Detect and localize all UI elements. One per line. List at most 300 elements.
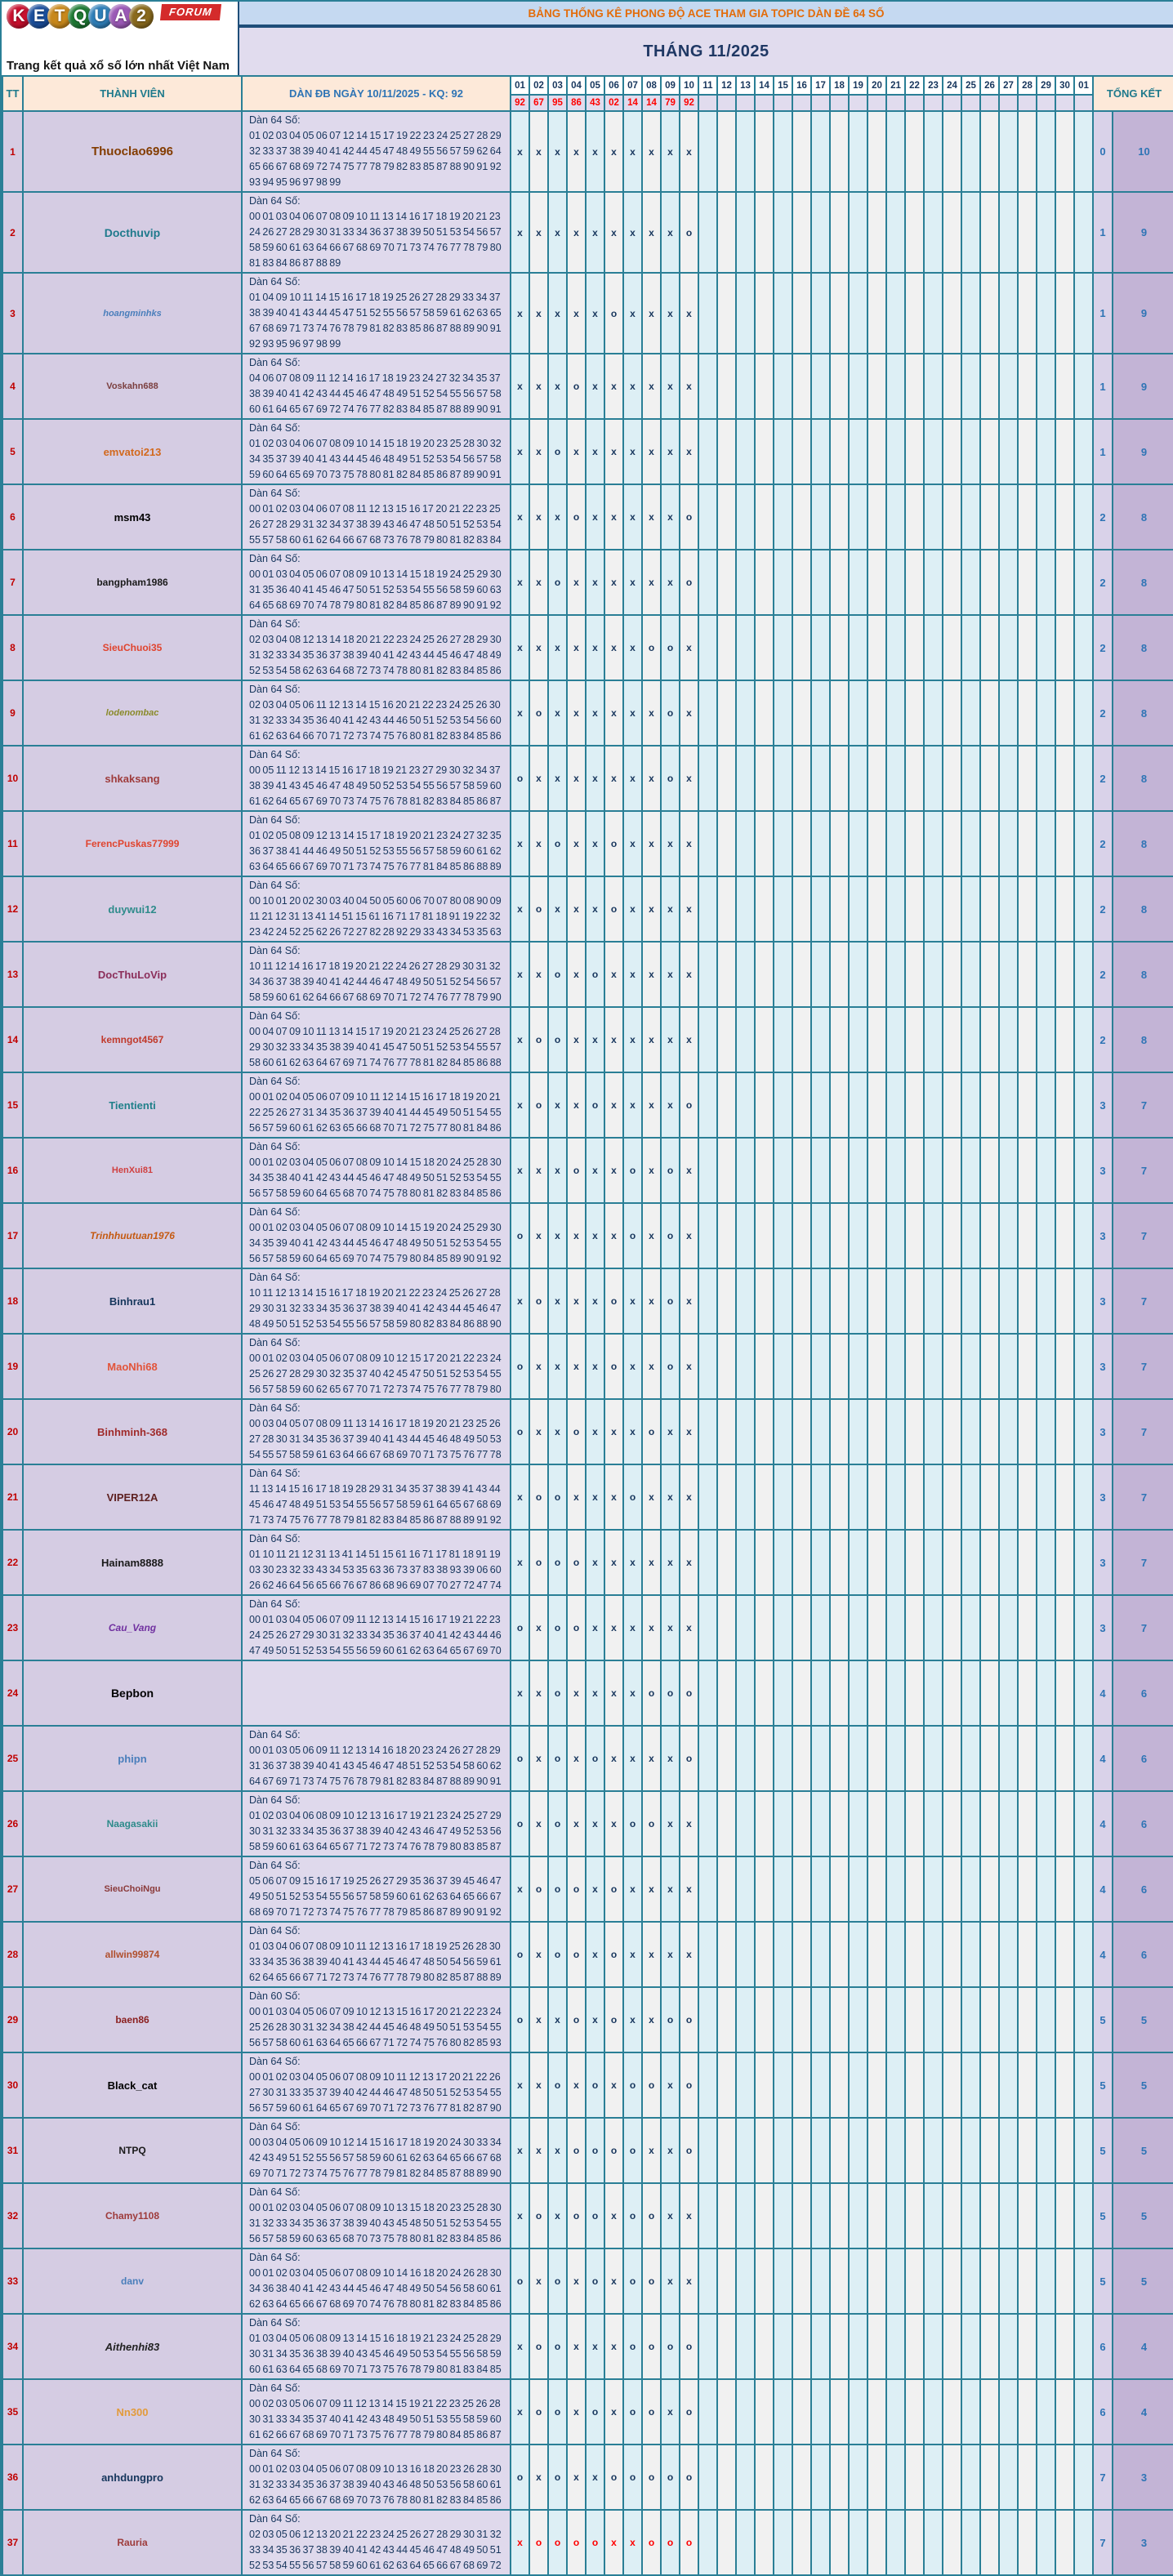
mark-day-03: o [548, 1595, 567, 1660]
rank-number: 11 [2, 811, 23, 876]
mark-day-06: x [604, 1203, 623, 1268]
mark-empty [905, 2052, 924, 2118]
mark-empty [792, 1464, 811, 1530]
mark-day-02: x [529, 111, 548, 192]
mark-empty [924, 2183, 943, 2248]
dan-line-2: 11 21 12 31 13 41 14 51 15 61 16 71 17 81 18 91 19 22 32 [249, 911, 501, 922]
mark-day-04: x [567, 192, 586, 273]
mark-empty [717, 1399, 736, 1464]
mark-empty [886, 273, 905, 354]
mark-empty [698, 1138, 717, 1203]
mark-day-08: x [642, 1726, 661, 1791]
member-name-link[interactable]: Bepbon [23, 1660, 242, 1726]
mark-empty [755, 811, 774, 876]
mark-empty [717, 1072, 736, 1138]
mark-day-02: x [529, 192, 548, 273]
rank-number: 31 [2, 2118, 23, 2183]
total-hit-count: 9 [1113, 273, 1173, 354]
member-name-link[interactable]: baen86 [23, 1987, 242, 2052]
col-header-dan: DÀN ĐB NGÀY 10/11/2025 - KQ: 92 [242, 76, 511, 111]
mark-day-05: x [586, 1791, 604, 1856]
mark-day-10: x [680, 1007, 698, 1072]
result-empty [736, 95, 755, 111]
mark-empty [755, 1072, 774, 1138]
mark-empty [1037, 942, 1055, 1007]
mark-empty [886, 1203, 905, 1268]
mark-empty [999, 942, 1018, 1007]
mark-empty [999, 2248, 1018, 2314]
total-miss-count: 1 [1093, 419, 1113, 484]
member-name-link[interactable]: phipn [23, 1726, 242, 1791]
dan-label: Dàn 64 Số: [249, 1729, 301, 1740]
mark-empty [1037, 2248, 1055, 2314]
mark-day-04: o [567, 1987, 586, 2052]
mark-empty [924, 1203, 943, 1268]
mark-empty [755, 1268, 774, 1334]
mark-empty [830, 811, 849, 876]
mark-empty [961, 1203, 980, 1268]
dan-numbers-cell [242, 1660, 511, 1726]
mark-empty [905, 1595, 924, 1660]
mark-day-01: x [511, 273, 529, 354]
member-name-link[interactable]: FerencPuskas77999 [23, 811, 242, 876]
member-name-link[interactable]: duywui12 [23, 876, 242, 942]
mark-day-06: o [604, 1922, 623, 1987]
mark-empty [774, 2314, 792, 2379]
member-name-link[interactable]: Tientienti [23, 1072, 242, 1138]
mark-empty [755, 1138, 774, 1203]
member-name-link[interactable]: Aithenhi83 [23, 2314, 242, 2379]
mark-empty [999, 1464, 1018, 1530]
dan-line-3: 56 57 59 60 61 62 63 65 66 68 70 71 72 75 77 80 81 84 86 [249, 1122, 502, 1134]
mark-day-06: x [604, 746, 623, 811]
member-name-link[interactable]: emvatoi213 [23, 419, 242, 484]
member-name-link[interactable]: NTPQ [23, 2118, 242, 2183]
member-name-link[interactable]: msm43 [23, 484, 242, 550]
dan-line-2: 30 31 34 35 36 38 39 40 43 45 46 49 50 53 54 55 56 58 59 [249, 2348, 502, 2360]
day-column-01: 01 [511, 76, 529, 95]
mark-empty [905, 111, 924, 192]
member-row-32 [2, 2183, 1173, 2248]
mark-day-01: x [511, 1072, 529, 1138]
mark-empty [980, 192, 999, 273]
mark-empty [774, 1987, 792, 2052]
mark-empty [867, 1530, 886, 1595]
mark-empty [698, 2379, 717, 2445]
dan-label: Dàn 64 Số: [249, 1076, 301, 1087]
member-name-link[interactable]: allwin99874 [23, 1922, 242, 1987]
dan-label: Dàn 64 Số: [249, 357, 301, 368]
mark-empty [980, 2314, 999, 2379]
dan-label: Dàn 64 Số: [249, 2513, 301, 2525]
mark-empty [943, 1987, 961, 2052]
mark-empty [792, 1334, 811, 1399]
mark-empty [1037, 111, 1055, 192]
dan-line-3: 68 69 70 71 72 73 74 75 76 77 78 79 85 86 87 89 90 91 92 [249, 1906, 502, 1918]
mark-day-02: x [529, 2052, 548, 2118]
total-hit-count: 9 [1113, 419, 1173, 484]
mark-empty [811, 2379, 830, 2445]
dan-line-2: 27 30 31 33 35 37 39 40 42 44 46 47 48 50 51 52 53 54 55 [249, 2087, 502, 2098]
mark-day-02: x [529, 1660, 548, 1726]
mark-day-03: x [548, 1203, 567, 1268]
mark-empty [698, 192, 717, 273]
dan-line-1: 02 03 05 06 12 13 20 21 22 23 24 25 26 27 28 29 30 31 32 [249, 2529, 502, 2540]
dan-line-3: 56 57 58 60 61 63 64 65 66 67 71 72 74 75 76 80 82 85 93 [249, 2037, 502, 2048]
mark-day-09: x [661, 1595, 680, 1660]
mark-day-10: x [680, 273, 698, 354]
mark-day-04: o [567, 1922, 586, 1987]
mark-empty [811, 192, 830, 273]
result-day-05: 43 [586, 95, 604, 111]
member-row-35 [2, 2379, 1173, 2445]
mark-empty [1055, 746, 1074, 811]
mark-day-04: o [567, 2118, 586, 2183]
mark-empty [849, 2379, 867, 2445]
mark-empty [698, 1856, 717, 1922]
mark-empty [755, 2510, 774, 2575]
mark-empty [999, 111, 1018, 192]
mark-empty [849, 615, 867, 680]
mark-empty [774, 419, 792, 484]
total-hit-count: 6 [1113, 1791, 1173, 1856]
member-name-link[interactable]: Binhrau1 [23, 1268, 242, 1334]
rank-number: 37 [2, 2510, 23, 2575]
dan-line-1: 01 02 03 04 06 07 08 09 10 14 15 18 19 20 23 25 28 30 32 [249, 438, 502, 449]
mark-day-02: x [529, 1399, 548, 1464]
mark-empty [867, 192, 886, 273]
mark-empty [811, 1726, 830, 1791]
mark-empty [792, 615, 811, 680]
member-row-34 [2, 2314, 1173, 2379]
dan-label: Dàn 64 Số: [249, 1598, 301, 1610]
mark-day-04: o [567, 1856, 586, 1922]
mark-day-02: o [529, 2314, 548, 2379]
mark-day-10: x [680, 2248, 698, 2314]
mark-empty [792, 1268, 811, 1334]
mark-empty [736, 2248, 755, 2314]
mark-empty [698, 1987, 717, 2052]
total-miss-count: 0 [1093, 111, 1113, 192]
member-name-link[interactable]: kemngot4567 [23, 1007, 242, 1072]
mark-empty [905, 2379, 924, 2445]
total-miss-count: 5 [1093, 2248, 1113, 2314]
mark-empty [717, 2510, 736, 2575]
mark-day-06: x [604, 484, 623, 550]
mark-empty [886, 1007, 905, 1072]
member-row-2 [2, 192, 1173, 273]
mark-empty [1055, 1595, 1074, 1660]
member-name-link[interactable]: Naagasakii [23, 1791, 242, 1856]
mark-empty [717, 484, 736, 550]
mark-day-08: o [642, 2379, 661, 2445]
member-name-link[interactable]: shkaksang [23, 746, 242, 811]
day-column-23: 23 [924, 76, 943, 95]
mark-day-01: o [511, 1987, 529, 2052]
member-name-link[interactable]: SieuChoiNgu [23, 1856, 242, 1922]
result-day-09: 79 [661, 95, 680, 111]
mark-empty [830, 1334, 849, 1399]
total-miss-count: 2 [1093, 1007, 1113, 1072]
mark-day-10: x [680, 1268, 698, 1334]
mark-empty [961, 2248, 980, 2314]
mark-empty [1037, 811, 1055, 876]
mark-empty [811, 1791, 830, 1856]
mark-day-10: x [680, 615, 698, 680]
mark-empty [905, 2248, 924, 2314]
mark-empty [698, 354, 717, 419]
mark-empty [774, 942, 792, 1007]
rank-number: 8 [2, 615, 23, 680]
member-name-link[interactable]: Docthuvip [23, 192, 242, 273]
total-hit-count: 8 [1113, 680, 1173, 746]
mark-day-09: x [661, 484, 680, 550]
mark-empty [717, 876, 736, 942]
mark-empty [792, 2510, 811, 2575]
mark-day-01: x [511, 1856, 529, 1922]
member-name-link[interactable]: danv [23, 2248, 242, 2314]
result-empty [1055, 95, 1074, 111]
mark-empty [1074, 615, 1093, 680]
member-name-link[interactable]: lodenombac [23, 680, 242, 746]
mark-day-08: x [642, 680, 661, 746]
day-column-06: 06 [604, 76, 623, 95]
member-name-link[interactable]: hoangminhks [23, 273, 242, 354]
dan-line-1: 00 01 03 04 05 06 07 09 11 12 13 14 15 16 17 19 21 22 23 [249, 1614, 501, 1625]
mark-empty [905, 550, 924, 615]
mark-empty [717, 1987, 736, 2052]
total-hit-count: 3 [1113, 2510, 1173, 2575]
mark-empty [1018, 2118, 1037, 2183]
mark-empty [999, 811, 1018, 876]
rank-number: 36 [2, 2445, 23, 2510]
mark-empty [717, 2314, 736, 2379]
mark-day-02: x [529, 550, 548, 615]
mark-empty [1018, 1530, 1037, 1595]
mark-empty [755, 2118, 774, 2183]
mark-empty [1018, 1856, 1037, 1922]
mark-empty [792, 1203, 811, 1268]
dan-line-3: 23 42 24 52 25 62 26 72 27 82 28 92 29 33 43 34 53 35 63 [249, 926, 502, 938]
member-name-link[interactable]: Nn300 [23, 2379, 242, 2445]
mark-day-08: x [642, 1464, 661, 1530]
total-miss-count: 2 [1093, 942, 1113, 1007]
mark-day-06: x [604, 419, 623, 484]
mark-empty [736, 1007, 755, 1072]
member-name-link[interactable]: anhdungpro [23, 2445, 242, 2510]
mark-day-04: o [567, 2510, 586, 2575]
rank-number: 18 [2, 1268, 23, 1334]
member-name-link[interactable]: bangpham1986 [23, 550, 242, 615]
mark-empty [1074, 746, 1093, 811]
mark-empty [924, 419, 943, 484]
mark-day-09: x [661, 1530, 680, 1595]
result-empty [717, 95, 736, 111]
mark-empty [698, 2445, 717, 2510]
logo-letter-K: K [7, 4, 31, 29]
mark-day-02: o [529, 680, 548, 746]
mark-empty [943, 1660, 961, 1726]
total-miss-count: 1 [1093, 354, 1113, 419]
mark-day-05: x [586, 811, 604, 876]
day-column-16: 16 [792, 76, 811, 95]
rank-number: 2 [2, 192, 23, 273]
mark-day-03: o [548, 942, 567, 1007]
mark-empty [943, 2379, 961, 2445]
member-name-link[interactable]: HenXui81 [23, 1138, 242, 1203]
member-name-link[interactable]: VIPER12A [23, 1464, 242, 1530]
mark-empty [1074, 1595, 1093, 1660]
mark-empty [886, 192, 905, 273]
mark-day-05: x [586, 192, 604, 273]
mark-empty [1055, 484, 1074, 550]
member-name-link[interactable]: Cau_Vang [23, 1595, 242, 1660]
member-name-link[interactable]: Chamy1108 [23, 2183, 242, 2248]
rank-number: 27 [2, 1856, 23, 1922]
member-row-9 [2, 680, 1173, 746]
mark-empty [905, 354, 924, 419]
member-name-link[interactable]: Trinhhuutuan1976 [23, 1203, 242, 1268]
mark-empty [736, 2118, 755, 2183]
mark-empty [717, 746, 736, 811]
rank-number: 1 [2, 111, 23, 192]
dan-line-1: 05 06 07 09 15 16 17 19 25 26 27 29 35 36 37 39 45 46 47 [249, 1875, 502, 1887]
mark-day-02: x [529, 2445, 548, 2510]
mark-empty [830, 2118, 849, 2183]
result-empty [1037, 95, 1055, 111]
member-name-link[interactable]: MaoNhi68 [23, 1334, 242, 1399]
mark-empty [905, 615, 924, 680]
mark-day-01: x [511, 2052, 529, 2118]
mark-empty [961, 273, 980, 354]
mark-day-08: x [642, 811, 661, 876]
mark-day-05: o [586, 2248, 604, 2314]
mark-empty [755, 1595, 774, 1660]
total-miss-count: 5 [1093, 2118, 1113, 2183]
mark-empty [905, 192, 924, 273]
dan-numbers-cell [242, 111, 511, 192]
mark-empty [1037, 2052, 1055, 2118]
dan-numbers-cell [242, 942, 511, 1007]
member-name-link[interactable]: Voskahn688 [23, 354, 242, 419]
mark-empty [980, 1203, 999, 1268]
mark-day-04: o [567, 1595, 586, 1660]
mark-empty [774, 192, 792, 273]
member-name-link[interactable]: SieuChuoi35 [23, 615, 242, 680]
mark-day-09: o [661, 1203, 680, 1268]
mark-day-07: x [623, 484, 642, 550]
mark-day-08: x [642, 2118, 661, 2183]
mark-day-02: x [529, 1987, 548, 2052]
mark-empty [1037, 1399, 1055, 1464]
dan-label: Dàn 64 Số: [249, 1794, 301, 1806]
mark-empty [830, 1399, 849, 1464]
mark-day-10: o [680, 1660, 698, 1726]
mark-empty [698, 1399, 717, 1464]
dan-line-1: 00 01 02 03 04 05 06 07 08 09 10 14 15 19 20 24 25 29 30 [249, 1222, 502, 1233]
mark-empty [811, 2118, 830, 2183]
mark-empty [867, 942, 886, 1007]
member-row-19 [2, 1334, 1173, 1399]
mark-day-03: x [548, 1072, 567, 1138]
member-name-link[interactable]: Rauria [23, 2510, 242, 2575]
member-row-24 [2, 1660, 1173, 1726]
dan-line-1: 02 03 04 08 12 13 14 18 20 21 22 23 24 25 26 27 28 29 30 [249, 634, 502, 645]
mark-empty [886, 2379, 905, 2445]
dan-numbers-cell [242, 354, 511, 419]
total-hit-count: 6 [1113, 1856, 1173, 1922]
dan-numbers-cell [242, 1007, 511, 1072]
mark-empty [886, 680, 905, 746]
mark-empty [717, 1203, 736, 1268]
mark-empty [1018, 1595, 1037, 1660]
mark-empty [698, 2118, 717, 2183]
mark-empty [698, 811, 717, 876]
mark-empty [924, 1660, 943, 1726]
mark-empty [736, 1464, 755, 1530]
member-name-link[interactable]: Binhminh-368 [23, 1399, 242, 1464]
mark-day-04: x [567, 550, 586, 615]
mark-empty [849, 1007, 867, 1072]
mark-empty [867, 1334, 886, 1399]
mark-empty [830, 680, 849, 746]
dan-label: Dàn 64 Số: [249, 2186, 301, 2198]
mark-day-03: x [548, 1987, 567, 2052]
day-column-04: 04 [567, 76, 586, 95]
dan-line-1: 04 06 07 08 09 11 12 14 16 17 18 19 23 24 27 32 34 35 37 [249, 372, 501, 384]
mark-empty [811, 1268, 830, 1334]
dan-numbers-cell [242, 550, 511, 615]
mark-empty [698, 1922, 717, 1987]
member-name-link[interactable]: DocThuLoVip [23, 942, 242, 1007]
site-logo[interactable] [2, 2, 239, 75]
mark-empty [886, 1464, 905, 1530]
mark-day-05: x [586, 1138, 604, 1203]
mark-empty [961, 2445, 980, 2510]
mark-empty [830, 1138, 849, 1203]
member-name-link[interactable]: Hainam8888 [23, 1530, 242, 1595]
mark-day-05: x [586, 419, 604, 484]
dan-line-3: 64 65 68 69 70 74 78 79 80 81 82 84 85 86 87 89 90 91 92 [249, 599, 502, 611]
member-name-link[interactable]: Black_cat [23, 2052, 242, 2118]
dan-label: Dàn 64 Số: [249, 553, 301, 564]
mark-empty [755, 419, 774, 484]
mark-empty [698, 2248, 717, 2314]
mark-empty [811, 1464, 830, 1530]
mark-day-04: o [567, 2183, 586, 2248]
mark-empty [905, 942, 924, 1007]
total-miss-count: 3 [1093, 1399, 1113, 1464]
mark-empty [1037, 1530, 1055, 1595]
mark-empty [1018, 2379, 1037, 2445]
logo-letter-T: T [47, 4, 72, 29]
dan-line-3: 60 61 64 65 67 69 72 74 76 77 82 83 84 85 87 88 89 90 91 [249, 403, 502, 415]
mark-day-01: o [511, 1203, 529, 1268]
mark-day-05: o [586, 2379, 604, 2445]
mark-day-07: x [623, 1268, 642, 1334]
mark-empty [717, 2379, 736, 2445]
mark-day-07: x [623, 1007, 642, 1072]
mark-empty [1055, 1334, 1074, 1399]
mark-empty [886, 2183, 905, 2248]
member-name-link[interactable]: Thuoclao6996 [23, 111, 242, 192]
mark-day-02: o [529, 1856, 548, 1922]
mark-day-05: x [586, 615, 604, 680]
mark-day-08: o [642, 2183, 661, 2248]
mark-day-02: x [529, 1791, 548, 1856]
mark-empty [811, 1138, 830, 1203]
result-empty [1018, 95, 1037, 111]
